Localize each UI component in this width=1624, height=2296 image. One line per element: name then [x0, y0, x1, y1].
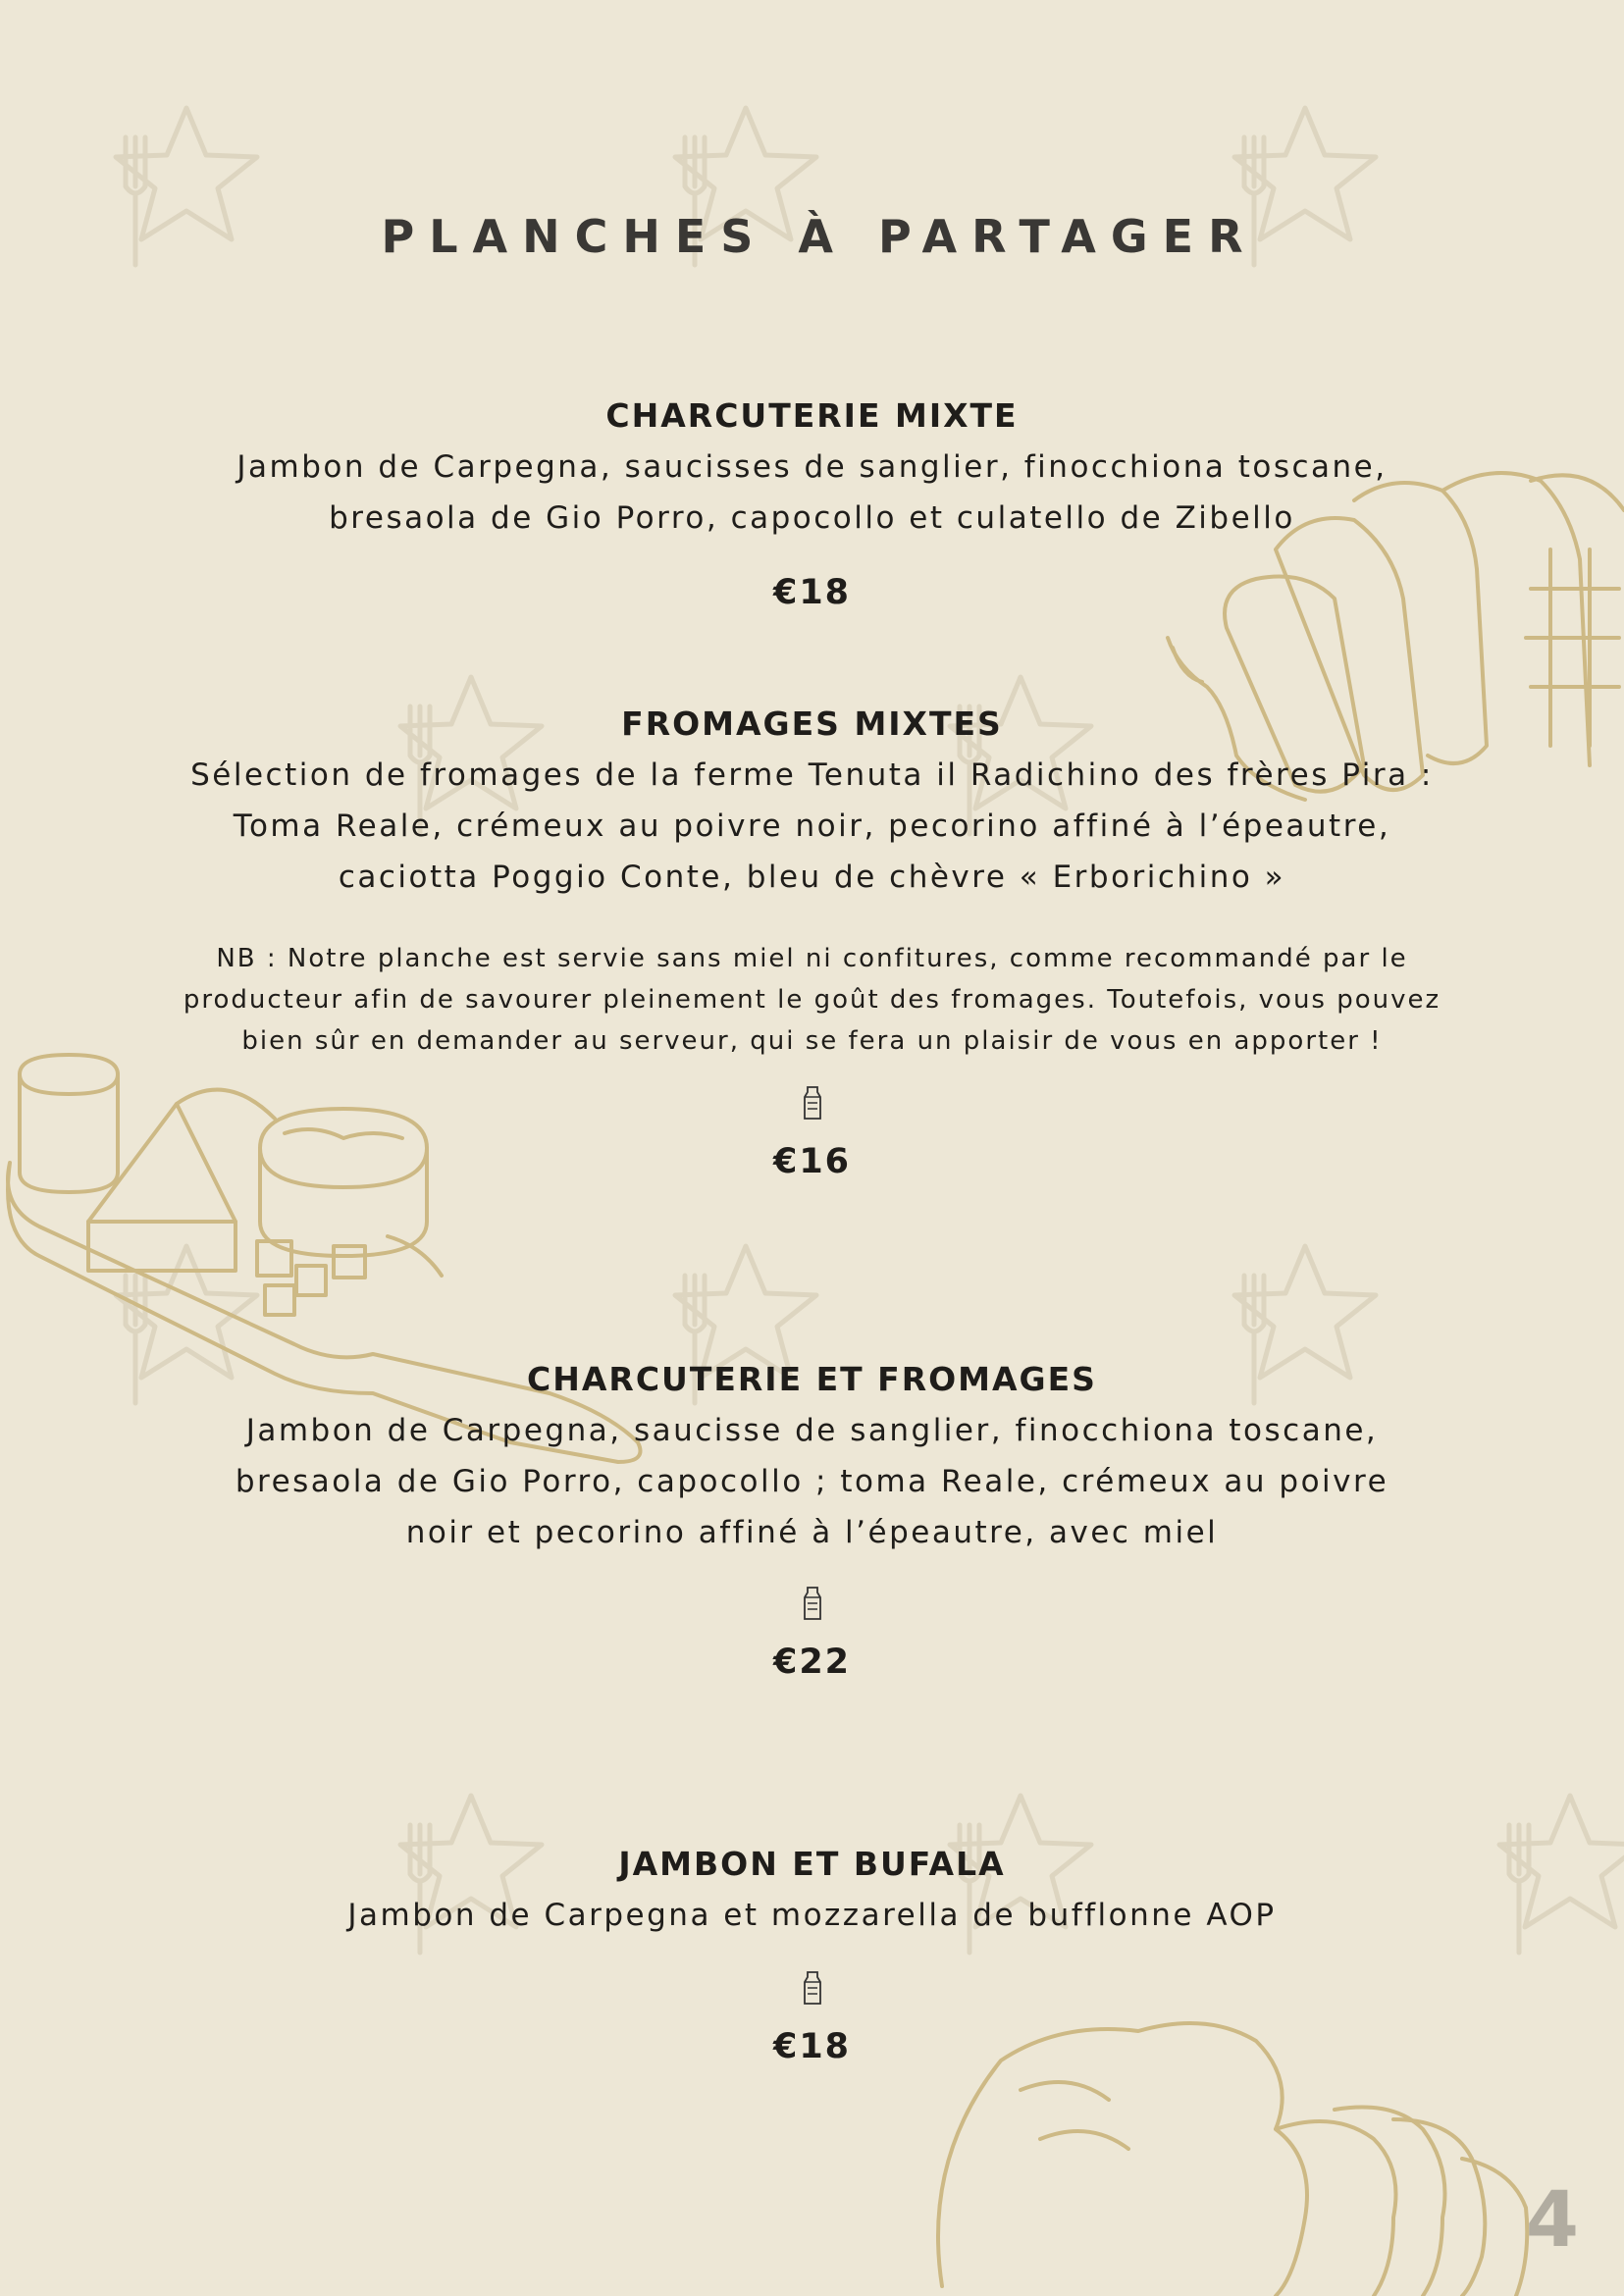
page-number: 4 — [1525, 2176, 1579, 2265]
dairy-icon — [803, 1085, 822, 1121]
item-price: €16 — [772, 1142, 852, 1181]
dairy-icon — [803, 1970, 822, 2006]
menu-item — [0, 1839, 1624, 2066]
menu-item — [0, 699, 1624, 1181]
item-name: FROMAGES MIXTES — [621, 704, 1003, 743]
item-price: €18 — [772, 2027, 852, 2066]
item-note: NB : Notre planche est servie sans miel ni confitures, comme recommandé par le producteur afin de savourer pleinement le goût des fromages. Toutefois, vous pouvez bien sûr en demander au serveur, qui se fera un plaisir de vous en apporter ! — [183, 944, 1441, 1056]
item-description: Jambon de Carpegna, saucisses de sanglier, finocchiona toscane, bresaola de Gio Porro, capocollo et culatello de Zibello — [236, 449, 1388, 536]
page-title: PLANCHES À PARTAGER — [381, 210, 1258, 263]
item-price: €18 — [772, 573, 852, 612]
item-price: €22 — [772, 1643, 852, 1682]
menu-item — [0, 391, 1624, 612]
item-description: Jambon de Carpegna et mozzarella de bufflonne AOP — [347, 1898, 1277, 1933]
dairy-icon — [803, 1586, 822, 1621]
item-name: JAMBON ET BUFALA — [618, 1845, 1006, 1883]
item-name: CHARCUTERIE MIXTE — [605, 396, 1019, 435]
item-description: Jambon de Carpegna, saucisse de sanglier, finocchiona toscane, bresaola de Gio Porro, capocollo ; toma Reale, crémeux au poivre noir et pecorino affiné à l’épeautre, avec miel — [235, 1413, 1389, 1550]
item-name: CHARCUTERIE ET FROMAGES — [527, 1360, 1097, 1398]
menu-item — [0, 1354, 1624, 1682]
item-description: Sélection de fromages de la ferme Tenuta il Radichino des frères Pira : Toma Reale, crémeux au poivre noir, pecorino affiné à l’épeautre, caciotta Poggio Conte, bleu de chèvre « Erborichino » — [190, 757, 1434, 895]
